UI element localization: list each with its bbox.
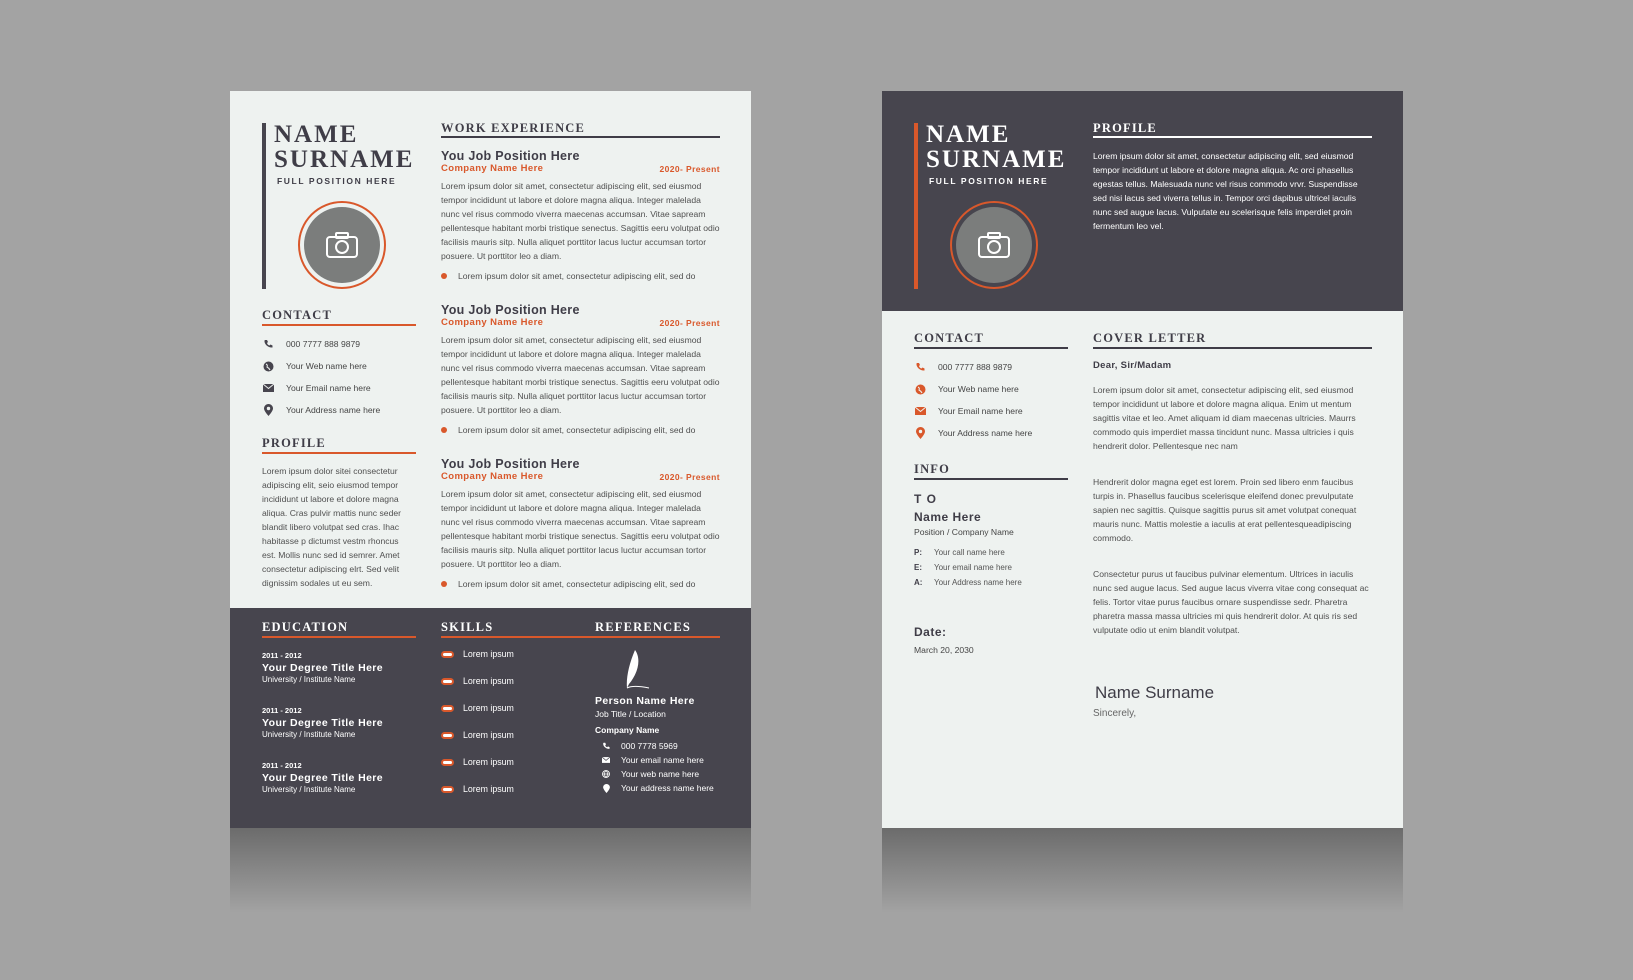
name-accent-bar <box>914 123 918 289</box>
skill-bar-icon <box>441 732 454 739</box>
job-2-company: Company Name Here <box>441 317 544 328</box>
letter-contact-rule <box>914 347 1068 349</box>
phone-text: 000 7777 888 9879 <box>286 339 361 349</box>
skill-bar-icon <box>441 678 454 685</box>
contact-phone[interactable] <box>262 338 360 350</box>
skills-rule <box>441 636 720 638</box>
full-position: FULL POSITION HERE <box>277 176 397 186</box>
info-recipient-position: Position / Company Name <box>914 527 1014 537</box>
skill-bar-icon <box>441 651 454 658</box>
letter-name-first: NAME <box>926 121 1011 148</box>
camera-icon <box>977 231 1011 259</box>
globe-icon <box>601 770 611 778</box>
cover-paragraph-2: Hendrerit dolor magna eget est lorem. Proin sed libero enm faucibus turpis in. Phasellus faucibus scelerisque eleifend donec prevulputate sapien nec sagittis. Quisque sagittis purus sit amet volutpat conequat mauris nunc. Mattis molestie a iaculis at erat pellentesqueadipiscing commodo. <box>1093 477 1357 543</box>
date-value: March 20, 2030 <box>914 645 974 655</box>
skill-bar-icon <box>441 786 454 793</box>
letter-contact-email[interactable]: Your Email name here <box>914 405 1023 417</box>
info-phone-label: P: <box>914 548 922 557</box>
education-2-years: 2011 - 2012 <box>262 706 302 715</box>
signature-closing: Sincerely, <box>1093 708 1137 719</box>
envelope-icon <box>262 382 274 394</box>
profile-rule <box>262 452 416 454</box>
letter-shadow <box>882 828 1403 913</box>
globe-icon <box>262 360 274 372</box>
location-pin-icon <box>914 427 926 439</box>
contact-address[interactable] <box>262 404 380 416</box>
job-2-date: 2020- Present <box>659 318 720 328</box>
letter-full-position: FULL POSITION HERE <box>929 176 1049 186</box>
letter-contact-heading: CONTACT <box>914 331 984 345</box>
job-1-description: Lorem ipsum dolor sit amet, consectetur adipiscing elit, sed eiusmod tempor incididunt ut labore et dolore magna aliqua. Integer malelada nunc vel risus commodo viverra maecenas accumsan. Vitae sapream pellentesque habitant morbi tristique senectus. Sagittis eeru volutpat odio facilisis mauris sitp. Nulla aliquet porttitor lacus luctur accumsan tortor posuere. Ut porttitor leo a diam. <box>441 181 720 261</box>
profile-heading: PROFILE <box>262 436 326 450</box>
contact-web[interactable] <box>262 360 367 372</box>
name-first: NAME <box>274 121 359 148</box>
education-heading: EDUCATION <box>262 620 349 634</box>
job-3-title: You Job Position Here <box>441 457 580 471</box>
cover-greeting: Dear, Sir/Madam <box>1093 360 1172 371</box>
phone-icon <box>601 742 611 750</box>
job-1-company: Company Name Here <box>441 163 544 174</box>
envelope-icon <box>914 405 926 417</box>
bottom-band <box>230 608 751 828</box>
location-pin-icon <box>262 404 274 416</box>
contact-email[interactable] <box>262 382 371 394</box>
info-phone-value: Your call name here <box>934 548 1005 557</box>
job-1-date: 2020- Present <box>659 164 720 174</box>
globe-icon <box>914 383 926 395</box>
reference-email[interactable]: Your email name here <box>601 755 704 765</box>
letter-profile-text: Lorem ipsum dolor sit amet, consectetur adipiscing elit, sed eiusmod tempor incididunt ut labore et dolore magna aliqua. Ac orci phasellus egestas tellus. Malesuada nunc vel risus commodo vrvr. Suspendisse sed nisi lacus sed viverra tellus in. Tempor orci dapibus ultricel iaculis nunc sed augue lacus. Vulputate eu scelerisque felis imperdiet proin fermentum leo vel. <box>1093 151 1358 231</box>
skill-item: Lorem ipsum <box>441 676 514 686</box>
name-last: SURNAME <box>274 146 415 173</box>
skill-bar-icon <box>441 705 454 712</box>
job-3-description: Lorem ipsum dolor sit amet, consectetur adipiscing elit, sed eiusmod tempor incididunt ut labore et dolore magna aliqua. Integer malelada nunc vel risus commodo viverra maecenas accumsan. Vitae sapream pellentesque habitant morbi tristique senectus. Sagittis eeru volutpat odio facilisis mauris sitp. Nulla aliquet porttitor lacus luctur accumsan tortor posuere. Ut porttitor leo a diam. <box>441 489 720 569</box>
reference-company: Company Name <box>595 725 660 735</box>
web-text: Your Web name here <box>286 361 367 371</box>
job-2-title: You Job Position Here <box>441 303 580 317</box>
date-label: Date: <box>914 625 947 639</box>
work-rule <box>441 136 720 138</box>
reference-name: Person Name Here <box>595 695 695 707</box>
envelope-icon <box>601 757 611 763</box>
reference-address[interactable]: Your address name here <box>601 783 714 793</box>
cover-letter-rule <box>1093 347 1372 349</box>
skill-item: Lorem ipsum <box>441 757 514 767</box>
cover-letter-page <box>882 91 1403 828</box>
education-2-degree: Your Degree Title Here <box>262 717 384 729</box>
education-1-degree: Your Degree Title Here <box>262 662 384 674</box>
education-3-degree: Your Degree Title Here <box>262 772 384 784</box>
cover-paragraph-1: Lorem ipsum dolor sit amet, consectetur adipiscing elit, sed eiusmod tempor incididunt ut labore et dolore magna aliqua. Enim ut mentum sagittis vitae et leo. Amet aliquam id diam maecenas ultricies. Maurrs commodo quis imperdiet massa tincidunt nunc. Massa ultricies i quis hendrerit dolor. Pellentesque nec nam <box>1093 385 1356 451</box>
job-3-date: 2020- Present <box>659 472 720 482</box>
letter-header <box>882 91 1403 311</box>
job-2-bullet: Lorem ipsum dolor sit amet, consectetur adipiscing elit, sed do <box>441 425 695 435</box>
letter-contact-phone[interactable]: 000 7777 888 9879 <box>914 361 1012 373</box>
letter-profile-heading: PROFILE <box>1093 121 1157 135</box>
email-text: Your Email name here <box>286 383 371 393</box>
phone-icon <box>914 361 926 373</box>
letter-profile-photo <box>950 201 1038 289</box>
education-1-school: University / Institute Name <box>262 675 356 684</box>
letter-contact-web[interactable]: Your Web name here <box>914 383 1019 395</box>
bullet-dot <box>441 427 447 433</box>
bullet-dot <box>441 581 447 587</box>
education-1-years: 2011 - 2012 <box>262 651 302 660</box>
info-recipient-name: Name Here <box>914 510 982 524</box>
skill-item: Lorem ipsum <box>441 784 514 794</box>
resume-shadow <box>230 828 751 913</box>
address-text: Your Address name here <box>286 405 381 415</box>
job-2-description: Lorem ipsum dolor sit amet, consectetur adipiscing elit, sed eiusmod tempor incididunt ut labore et dolore magna aliqua. Integer malelada nunc vel risus commodo viverra maecenas accumsan. Vitae sapream pellentesque habitant morbi tristique senectus. Sagittis eeru volutpat odio facilisis mauris sitp. Nulla aliquet porttitor lacus luctur accumsan tortor posuere. Ut porttitor leo a diam. <box>441 335 720 415</box>
info-to-label: T O <box>914 492 937 506</box>
work-heading: WORK EXPERIENCE <box>441 121 586 135</box>
letter-profile-rule <box>1093 136 1372 138</box>
info-heading: INFO <box>914 462 951 476</box>
camera-icon <box>325 231 359 259</box>
job-1-bullet: Lorem ipsum dolor sit amet, consectetur adipiscing elit, sed do <box>441 271 695 281</box>
education-rule <box>262 636 416 638</box>
reference-job: Job Title / Location <box>595 709 666 719</box>
info-address-value: Your Address name here <box>934 578 1022 587</box>
profile-photo <box>298 201 386 289</box>
resume-page <box>230 91 751 828</box>
contact-heading: CONTACT <box>262 308 332 322</box>
signature-quill-icon <box>615 648 655 694</box>
skill-item: Lorem ipsum <box>441 703 514 713</box>
reference-phone[interactable]: 000 7778 5969 <box>601 741 678 751</box>
cover-letter-heading: COVER LETTER <box>1093 331 1207 345</box>
info-rule <box>914 478 1068 480</box>
contact-rule <box>262 324 416 326</box>
bullet-dot <box>441 273 447 279</box>
skill-item: Lorem ipsum <box>441 730 514 740</box>
profile-text: Lorem ipsum dolor sitei consectetur adipiscing elit, seio eiusmod tempor incididunt ut labore et dolore magna aliqua. Cras pulvir mattis nunc seder blandit libero volutpat sed cras. Ihac habitasse p dictumst vestm rhoncus est. Mollis nunc sed id semrer. Amet consectetur adipiscing elrt. Sed velit dignissim sodales ut eu sem. <box>262 466 401 588</box>
phone-icon <box>262 338 274 350</box>
job-1-title: You Job Position Here <box>441 149 580 163</box>
location-pin-icon <box>601 784 611 793</box>
job-3-bullet: Lorem ipsum dolor sit amet, consectetur adipiscing elit, sed do <box>441 579 695 589</box>
skill-bar-icon <box>441 759 454 766</box>
job-3-company: Company Name Here <box>441 471 544 482</box>
info-address-label: A: <box>914 578 923 587</box>
education-2-school: University / Institute Name <box>262 730 356 739</box>
education-3-years: 2011 - 2012 <box>262 761 302 770</box>
name-accent-bar <box>262 123 266 289</box>
signature-name: Name Surname <box>1095 683 1215 702</box>
reference-web[interactable]: Your web name here <box>601 769 699 779</box>
letter-name-last: SURNAME <box>926 146 1067 173</box>
references-heading: REFERENCES <box>595 620 692 634</box>
info-email-value: Your email name here <box>934 563 1012 572</box>
skills-heading: SKILLS <box>441 620 494 634</box>
skill-item: Lorem ipsum <box>441 649 514 659</box>
info-email-label: E: <box>914 563 922 572</box>
letter-contact-address[interactable]: Your Address name here <box>914 427 1032 439</box>
cover-paragraph-3: Consectetur purus ut faucibus pulvinar elementum. Ultrices in iaculis nunc sed augue lacus. Sed augue lacus viverra vitae cong consequat ac felis. Tortor vitae purus faucibus ornare suspendisse sedr. Pharetra pharetra massa massa ultricies mi quis hendrerit dolor. At quis ris sed vulputate odio ut enim blandit volutpat. <box>1093 569 1369 635</box>
education-3-school: University / Institute Name <box>262 785 356 794</box>
